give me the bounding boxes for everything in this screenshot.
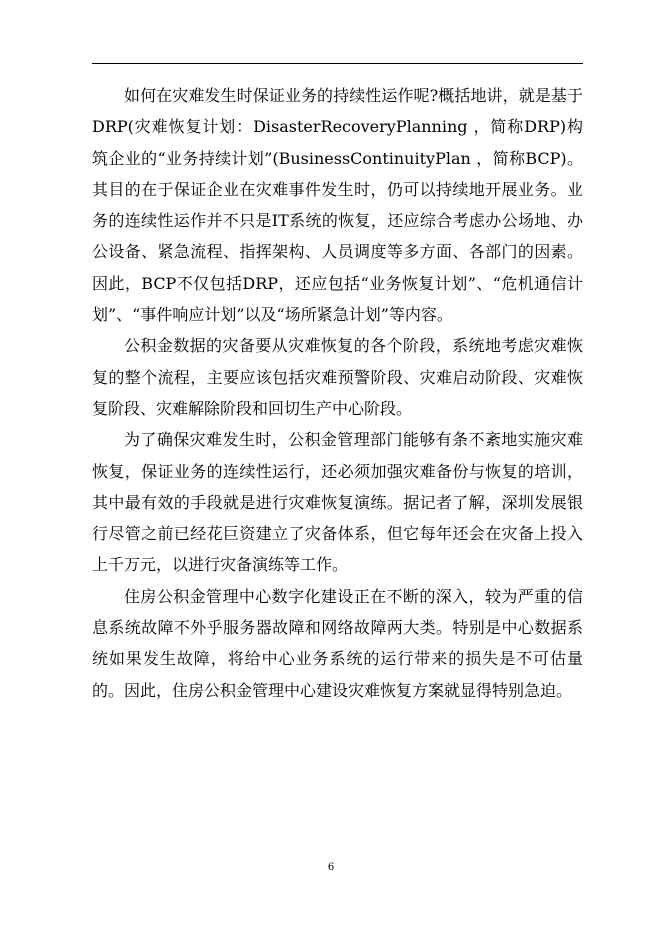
paragraph-recovery-stages: 公积金数据的灾备要从灾难恢复的各个阶段，系统地考虑灾难恢复的整个流程，主要应该包括灾难预警阶段、灾难启动阶段、灾难恢复阶段、灾难解除阶段和回切生产中心阶段。	[92, 336, 583, 418]
paragraph-bcp-overview: 如何在灾难发生时保证业务的持续性运作呢?概括地讲，就是基于DRP(灾难恢复计划：DisasterRecoveryPlanning ，简称DRP)构筑企业的“业务持续计划”(BusinessContinuityPlan ，简称BCP)。其目的在于保证企业在灾难事件发生时，仍可以持续地开展业务。业务的连续性运作并不只是IT系统的恢复，还应综合考虑办公场地、办公设备、紧急流程、指挥架构、人员调度等多方面、各部门的因素。因此，BCP不仅包括DRP，还应包括“业务恢复计划”、“危机通信计划”、“事件响应计划”以及“场所紧急计划”等内容。	[92, 86, 583, 325]
page-number: 6	[327, 862, 335, 873]
paragraph-recovery-drills: 为了确保灾难发生时，公积金管理部门能够有条不紊地实施灾难恢复，保证业务的连续性运行，还必须加强灾难备份与恢复的培训，其中最有效的手段就是进行灾难恢复演练。据记者了解，深圳发展银行尽管之前已经花巨资建立了灾备体系，但它每年还会在灾备上投入上千万元，以进行灾备演练等工作。	[92, 430, 583, 575]
paragraph-system-failures: 住房公积金管理中心数字化建设正在不断的深入，较为严重的信息系统故障不外乎服务器故障和网络故障两大类。特别是中心数据系统如果发生故障，将给中心业务系统的运行带来的损失是不可估量的。因此，住房公积金管理中心建设灾难恢复方案就显得特别急迫。	[92, 586, 583, 700]
header-divider	[92, 63, 583, 64]
document-body	[92, 80, 583, 706]
